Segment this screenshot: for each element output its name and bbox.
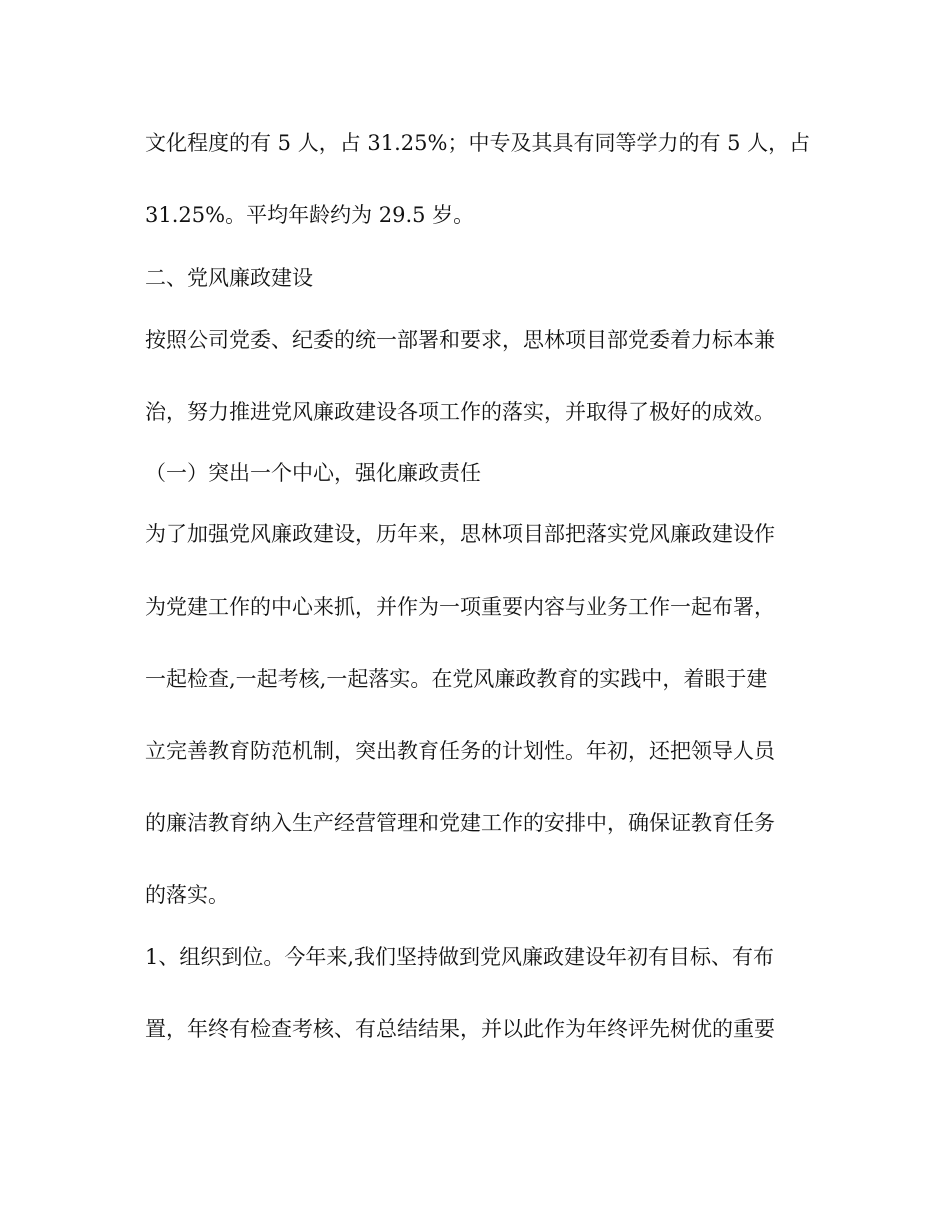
text-line: 立完善教育防范机制，突出教育任务的计划性。年初，还把领导人员 xyxy=(145,739,775,763)
text-line: 按照公司党委、纪委的统一部署和要求，思林项目部党委着力标本兼 xyxy=(145,328,775,352)
text-line: 置，年终有检查考核、有总结结果，并以此作为年终评先树优的重要 xyxy=(145,1017,775,1041)
text-line: 为党建工作的中心来抓，并作为一项重要内容与业务工作一起布署， xyxy=(145,595,775,619)
text-line: 的落实。 xyxy=(145,883,229,907)
text-line: 31.25%。平均年龄约为 29.5 岁。 xyxy=(145,203,475,227)
subsection-heading: （一）突出一个中心，强化廉政责任 xyxy=(145,461,481,485)
text-line: 一起检查,一起考核,一起落实。在党风廉政教育的实践中，着眼于建 xyxy=(145,667,768,691)
text-line: 文化程度的有 5 人，占 31.25%；中专及其具有同等学力的有 5 人，占 xyxy=(145,131,811,155)
text-line: 的廉洁教育纳入生产经营管理和党建工作的安排中，确保证教育任务 xyxy=(145,811,775,835)
section-heading: 二、党风廉政建设 xyxy=(145,266,313,290)
text-line: 1、组织到位。今年来,我们坚持做到党风廉政建设年初有目标、有布 xyxy=(145,945,775,969)
text-line: 为了加强党风廉政建设，历年来，思林项目部把落实党风廉政建设作 xyxy=(145,522,775,546)
text-line: 治，努力推进党风廉政建设各项工作的落实，并取得了极好的成效。 xyxy=(145,400,775,424)
